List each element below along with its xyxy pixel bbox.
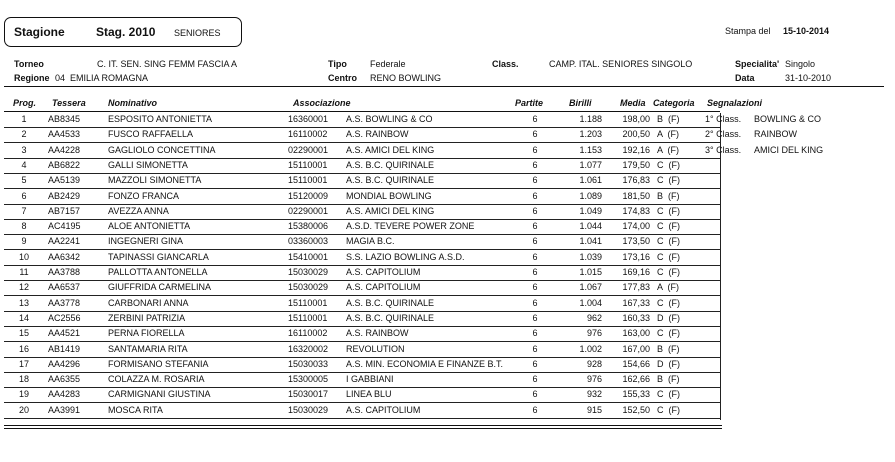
table-right-border: [720, 113, 721, 420]
col-partite: Partite: [515, 98, 544, 108]
row-tessera: AA6537: [48, 282, 81, 293]
table-row: [4, 173, 720, 189]
row-codice: 02290001: [288, 205, 329, 216]
row-codice: 15030033: [288, 358, 329, 369]
row-prog: 6: [21, 190, 27, 201]
row-codice: 16360001: [288, 114, 329, 124]
row-categoria: D (F): [657, 358, 680, 369]
row-tessera: AA4228: [48, 144, 81, 155]
row-nominativo: INGEGNERI GINA: [108, 236, 184, 247]
row-categoria: D (F): [657, 312, 680, 323]
row-partite: 6: [532, 144, 538, 155]
row-prog: 15: [18, 328, 29, 339]
row-tessera: AB7157: [48, 205, 81, 216]
row-nominativo: CARBONARI ANNA: [108, 297, 189, 308]
row-birilli: 962: [586, 312, 602, 323]
row-partite: 6: [532, 282, 538, 293]
row-categoria: B (F): [657, 374, 680, 385]
row-partite: 6: [532, 358, 538, 369]
row-media: 154,66: [622, 358, 650, 369]
row-associazione: A.S. RAINBOW: [346, 129, 409, 140]
row-birilli: 932: [586, 389, 602, 400]
row-media: 167,33: [622, 297, 650, 308]
row-codice: 15030017: [288, 389, 329, 400]
row-tessera: AB1419: [48, 343, 81, 354]
row-associazione: LINEA BLU: [346, 389, 392, 400]
table-row: [4, 342, 720, 358]
row-prog: 2: [21, 129, 27, 140]
stagione-label: Stagione: [14, 25, 65, 39]
row-tessera: AA6342: [48, 251, 81, 262]
row-prog: 13: [18, 297, 29, 308]
row-partite: 6: [532, 404, 538, 415]
row-codice: 15030029: [288, 404, 329, 415]
row-codice: 15030029: [288, 267, 329, 277]
row-nominativo: PALLOTTA ANTONELLA: [108, 267, 208, 277]
regione-value: 04 EMILIA ROMAGNA: [55, 73, 149, 83]
row-media: 181,50: [622, 190, 650, 201]
stampa-label: Stampa del: [725, 26, 771, 36]
row-associazione: A.S. CAPITOLIUM: [346, 282, 421, 293]
row-nominativo: PERNA FIORELLA: [108, 328, 185, 339]
row-media: 152,50: [622, 404, 650, 415]
row-birilli: 1.089: [579, 190, 602, 201]
row-categoria: C (F): [657, 404, 680, 415]
row-partite: 6: [532, 328, 538, 339]
stampa-date: 15-10-2014: [783, 26, 830, 36]
row-nominativo: ESPOSITO ANTONIETTA: [108, 114, 213, 124]
row-associazione: A.S. B.C. QUIRINALE: [346, 312, 435, 323]
row-partite: 6: [532, 267, 538, 277]
row-associazione: A.S. AMICI DEL KING: [346, 205, 435, 216]
row-codice: 15300005: [288, 374, 329, 385]
row-associazione: MONDIAL BOWLING: [346, 190, 432, 201]
centro-value: RENO BOWLING: [370, 73, 442, 83]
row-nominativo: TAPINASSI GIANCARLA: [108, 251, 209, 262]
segnalazione-item: [705, 127, 887, 142]
table-row: [4, 387, 720, 403]
data-value: 31-10-2010: [785, 73, 832, 83]
row-associazione: MAGIA B.C.: [346, 236, 395, 247]
row-categoria: B (F): [657, 343, 680, 354]
class-value: CAMP. ITAL. SENIORES SINGOLO: [549, 59, 693, 69]
row-birilli: 1.077: [579, 159, 602, 170]
segnalazione-item: [705, 112, 887, 127]
col-categoria: Categoria: [653, 98, 695, 108]
table-row: [4, 265, 720, 281]
row-associazione: A.S. RAINBOW: [346, 328, 409, 339]
row-media: 179,50: [622, 159, 650, 170]
row-prog: 9: [21, 236, 27, 247]
row-tessera: AA3991: [48, 404, 81, 415]
row-tessera: AC4195: [48, 221, 81, 232]
row-prog: 19: [18, 389, 29, 400]
row-codice: 16110002: [288, 129, 328, 140]
header-divider: [4, 86, 884, 87]
segnalazione-item: [705, 143, 887, 158]
col-nominativo: Nominativo: [108, 98, 158, 108]
centro-label: Centro: [328, 73, 357, 83]
row-birilli: 1.049: [579, 205, 602, 216]
table-row: [4, 326, 720, 342]
row-codice: 16320002: [288, 343, 329, 354]
row-media: 198,00: [622, 114, 650, 124]
row-media: 155,33: [622, 389, 650, 400]
row-tessera: AB2429: [48, 190, 81, 201]
row-media: 173,50: [622, 236, 650, 247]
row-partite: 6: [532, 221, 538, 232]
row-partite: 6: [532, 129, 538, 140]
segnalazione-team: RAINBOW: [754, 129, 798, 140]
row-partite: 6: [532, 190, 538, 201]
row-media: 167,00: [622, 343, 650, 354]
table-row: [4, 127, 720, 143]
row-prog: 14: [18, 312, 29, 323]
row-associazione: I GABBIANI: [346, 374, 394, 385]
row-categoria: C (F): [657, 328, 680, 339]
row-nominativo: CARMIGNANI GIUSTINA: [108, 389, 211, 400]
row-partite: 6: [532, 312, 538, 323]
row-associazione: A.S. AMICI DEL KING: [346, 144, 435, 155]
row-tessera: AA2241: [48, 236, 81, 247]
row-nominativo: GIUFFRIDA CARMELINA: [108, 282, 212, 293]
data-label: Data: [735, 73, 755, 83]
row-partite: 6: [532, 114, 538, 124]
col-media: Media: [620, 98, 646, 108]
row-partite: 6: [532, 205, 538, 216]
row-prog: 18: [18, 374, 29, 385]
row-birilli: 1.153: [579, 144, 602, 155]
row-associazione: A.S. CAPITOLIUM: [346, 267, 421, 277]
row-birilli: 1.044: [579, 221, 602, 232]
segnalazione-team: BOWLING & CO: [754, 114, 822, 124]
row-prog: 3: [21, 144, 27, 155]
row-media: 162,66: [622, 374, 650, 385]
row-nominativo: ALOE ANTONIETTA: [108, 221, 191, 232]
row-categoria: B (F): [657, 190, 680, 201]
row-codice: 02290001: [288, 144, 329, 155]
row-codice: 03360003: [288, 236, 329, 247]
row-media: 192,16: [622, 144, 650, 155]
row-codice: 15110001: [288, 312, 328, 323]
row-codice: 15120009: [288, 190, 329, 201]
categoria-seniores: SENIORES: [174, 28, 221, 38]
row-categoria: A (F): [657, 144, 679, 155]
row-partite: 6: [532, 343, 538, 354]
row-prog: 17: [18, 358, 29, 369]
table-row: [4, 250, 720, 266]
col-segnalazioni: Segnalazioni: [707, 98, 763, 108]
row-associazione: A.S. CAPITOLIUM: [346, 404, 421, 415]
table-row: [4, 204, 720, 220]
row-associazione: A.S. BOWLING & CO: [346, 114, 433, 124]
row-birilli: 1.002: [579, 343, 602, 354]
row-media: 163,00: [622, 328, 650, 339]
tipo-label: Tipo: [328, 59, 347, 69]
specialita-value: Singolo: [785, 59, 816, 69]
row-categoria: C (F): [657, 205, 680, 216]
row-tessera: AC2556: [48, 312, 81, 323]
row-birilli: 1.041: [579, 236, 602, 247]
row-codice: 16110002: [288, 328, 328, 339]
row-nominativo: SANTAMARIA RITA: [108, 343, 188, 354]
row-prog: 5: [21, 175, 27, 186]
tipo-value: Federale: [370, 59, 406, 69]
row-nominativo: FUSCO RAFFAELLA: [108, 129, 194, 140]
col-prog: Prog.: [13, 98, 37, 108]
row-media: 174,00: [622, 221, 650, 232]
row-birilli: 1.061: [579, 175, 602, 186]
table-row: [4, 357, 720, 373]
row-tessera: AA5139: [48, 175, 81, 186]
row-nominativo: GAGLIOLO CONCETTINA: [108, 144, 216, 155]
row-prog: 11: [19, 267, 29, 277]
row-birilli: 976: [586, 374, 602, 385]
row-nominativo: COLAZZA M. ROSARIA: [108, 374, 205, 385]
row-associazione: A.S. B.C. QUIRINALE: [346, 175, 435, 186]
bottom-line-2: [4, 428, 722, 429]
row-codice: 15030029: [288, 282, 329, 293]
table-row: [4, 403, 720, 419]
col-associazione: Associazione: [293, 98, 351, 108]
torneo-label: Torneo: [14, 59, 44, 69]
table-row: [4, 280, 720, 296]
row-partite: 6: [532, 297, 538, 308]
row-partite: 6: [532, 159, 538, 170]
row-nominativo: ZERBINI PATRIZIA: [108, 312, 186, 323]
row-codice: 15380006: [288, 221, 329, 232]
table-row: [4, 219, 720, 235]
row-categoria: C (F): [657, 389, 680, 400]
row-categoria: C (F): [657, 297, 680, 308]
row-birilli: 1.188: [579, 114, 602, 124]
row-codice: 15110001: [288, 297, 328, 308]
row-associazione: A.S. B.C. QUIRINALE: [346, 297, 435, 308]
row-birilli: 915: [586, 404, 602, 415]
col-birilli: Birilli: [569, 98, 592, 108]
row-codice: 15410001: [288, 251, 329, 262]
row-associazione: S.S. LAZIO BOWLING A.S.D.: [346, 251, 465, 262]
table-row: [4, 311, 720, 327]
row-media: 177,83: [622, 282, 650, 293]
row-tessera: AA4521: [48, 328, 81, 339]
row-partite: 6: [532, 236, 538, 247]
row-prog: 1: [21, 114, 27, 124]
row-categoria: C (F): [657, 267, 680, 277]
row-media: 176,83: [622, 175, 650, 186]
row-tessera: AA4533: [48, 129, 81, 140]
row-tessera: AA3778: [48, 297, 81, 308]
row-partite: 6: [532, 389, 538, 400]
row-birilli: 976: [586, 328, 602, 339]
segnalazione-place: 2° Class.: [705, 129, 742, 140]
row-partite: 6: [532, 251, 538, 262]
row-media: 174,83: [622, 205, 650, 216]
row-tessera: AA3788: [48, 267, 81, 277]
row-prog: 10: [18, 251, 29, 262]
table-row: [4, 189, 720, 205]
row-nominativo: FONZO FRANCA: [108, 190, 179, 201]
row-tessera: AA4296: [48, 358, 81, 369]
torneo-value: C. IT. SEN. SING FEMM FASCIA A: [97, 59, 238, 69]
regione-label: Regione: [14, 73, 50, 83]
row-tessera: AB8345: [48, 114, 81, 124]
row-categoria: C (F): [657, 159, 680, 170]
segnalazione-place: 1° Class.: [705, 114, 742, 124]
table-row: [4, 158, 720, 174]
class-label: Class.: [492, 59, 519, 69]
row-media: 169,16: [622, 267, 650, 277]
row-categoria: B (F): [657, 114, 680, 124]
row-nominativo: GALLI SIMONETTA: [108, 159, 188, 170]
row-associazione: A.S.D. TEVERE POWER ZONE: [346, 221, 475, 232]
row-prog: 16: [18, 343, 29, 354]
row-birilli: 1.004: [579, 297, 602, 308]
row-nominativo: MOSCA RITA: [108, 404, 163, 415]
row-tessera: AB6822: [48, 159, 81, 170]
row-categoria: C (F): [657, 221, 680, 232]
table-row: [4, 143, 720, 159]
row-tessera: AA4283: [48, 389, 81, 400]
row-media: 200,50: [622, 129, 650, 140]
table-row: [4, 372, 720, 388]
stagione-value: Stag. 2010: [96, 25, 156, 39]
bottom-line-1: [4, 425, 722, 426]
row-birilli: 1.039: [579, 251, 602, 262]
row-tessera: AA6355: [48, 374, 81, 385]
row-nominativo: AVEZZA ANNA: [108, 205, 169, 216]
row-nominativo: FORMISANO STEFANIA: [108, 358, 209, 369]
row-categoria: C (F): [657, 175, 680, 186]
row-prog: 4: [21, 159, 27, 170]
row-associazione: REVOLUTION: [346, 343, 405, 354]
row-prog: 20: [18, 404, 29, 415]
specialita-label: Specialita': [735, 59, 780, 69]
row-nominativo: MAZZOLI SIMONETTA: [108, 175, 202, 186]
row-codice: 15110001: [288, 159, 328, 170]
row-birilli: 1.067: [579, 282, 602, 293]
row-prog: 12: [18, 282, 29, 293]
row-media: 160,33: [622, 312, 650, 323]
segnalazione-place: 3° Class.: [705, 144, 742, 155]
row-prog: 8: [21, 221, 27, 232]
row-categoria: C (F): [657, 251, 680, 262]
row-media: 173,16: [622, 251, 650, 262]
row-codice: 15110001: [288, 175, 328, 186]
row-birilli: 1.015: [579, 267, 602, 277]
row-partite: 6: [532, 374, 538, 385]
row-partite: 6: [532, 175, 538, 186]
row-associazione: A.S. MIN. ECONOMIA E FINANZE B.T.: [346, 358, 504, 369]
table-row: [4, 234, 720, 250]
row-associazione: A.S. B.C. QUIRINALE: [346, 159, 435, 170]
table-row: [4, 296, 720, 312]
row-birilli: 1.203: [579, 129, 602, 140]
segnalazione-team: AMICI DEL KING: [754, 144, 824, 155]
row-categoria: C (F): [657, 236, 680, 247]
row-categoria: A (F): [657, 129, 679, 140]
row-birilli: 928: [586, 358, 602, 369]
row-prog: 7: [21, 205, 27, 216]
table-row: [4, 112, 720, 128]
row-categoria: A (F): [657, 282, 679, 293]
col-tessera: Tessera: [52, 98, 86, 108]
